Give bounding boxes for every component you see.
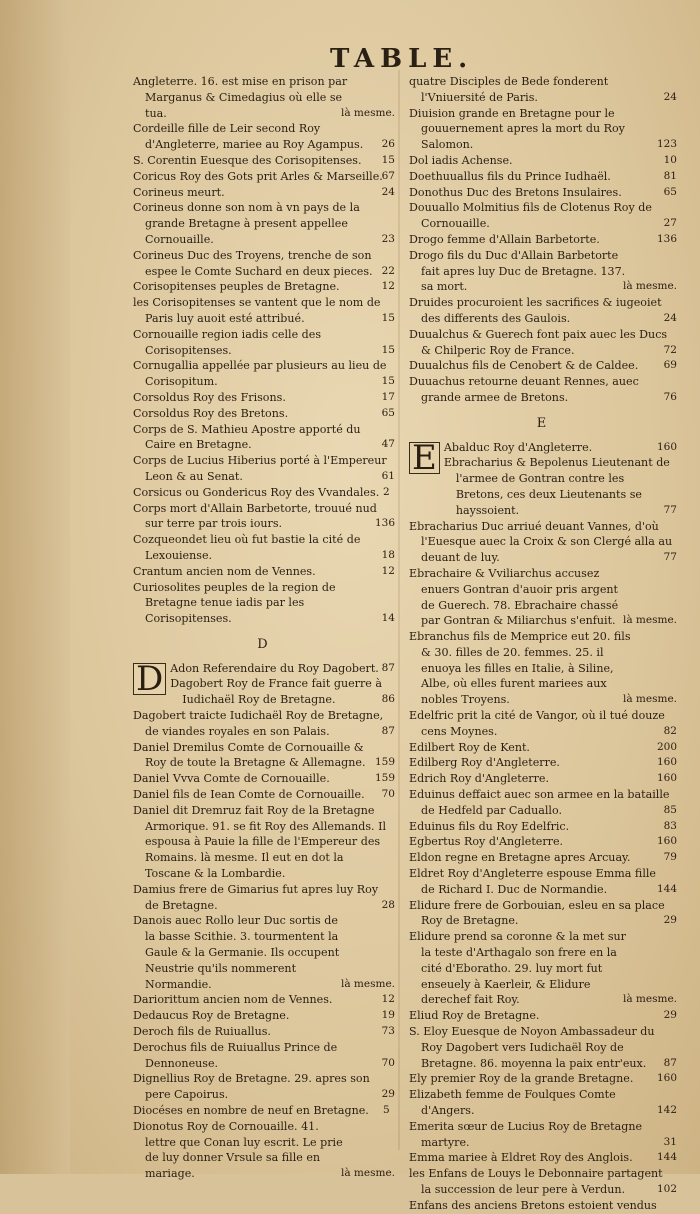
index-entry	[133, 390, 395, 406]
index-entry	[409, 1071, 677, 1087]
running-head-title: TABLE.	[330, 44, 474, 74]
entry-text: Diuision grande en Bretagne pour le gouuernement apres la mort du Roy Salomon.	[409, 106, 625, 152]
entry-text: Ebranchus fils de Memprice eut 20. fils & 30. filles de 20. femmes. 25. il enuoya les filles en Italie, à Siline, Albe, où elles furent mariees aux nobles Troyens.	[409, 630, 631, 707]
index-entry	[409, 771, 677, 787]
index-entry	[409, 74, 677, 106]
entry-page-ref: 12	[381, 280, 395, 293]
entry-page-ref: 67	[381, 169, 395, 182]
left-column	[133, 74, 395, 1182]
section-letter-d: D	[257, 636, 271, 652]
entry-page-ref: 26	[381, 138, 395, 151]
entry-page-ref: 81	[663, 169, 677, 182]
entry-text: Daniel dit Dremruz fait Roy de la Bretagne Armorique. 91. se fit Roy des Allemands. Il espousa à Pauie la fille de l'Empereur des Romains. là mesme. Il eut en dot la Toscane & la Lombardie.	[133, 803, 387, 881]
index-entry	[409, 200, 677, 232]
entry-text: Elizabeth femme de Foulques Comte d'Angers.	[409, 1088, 616, 1117]
entry-text: Ebracharius & Bepolenus Lieutenant de l'armee de Gontran contre les Bretons, ces deux Lieutenants se hayssoient.	[443, 456, 670, 517]
index-entry	[133, 74, 395, 121]
index-entry	[133, 248, 395, 280]
index-entry	[133, 153, 395, 169]
index-entry	[409, 169, 677, 185]
entry-text: Eliud Roy de Bretagne.	[409, 1009, 540, 1023]
entry-text: Egbertus Roy d'Angleterre.	[409, 835, 564, 849]
index-entry	[409, 708, 677, 740]
entry-text: Edelfric prit la cité de Vangor, où il tué douze cens Moynes.	[409, 709, 665, 738]
entry-page-ref: 73	[381, 1025, 395, 1038]
entry-text: Corsicus ou Gondericus Roy des Vvandales.	[133, 485, 380, 499]
entry-text: Edrich Roy d'Angleterre.	[409, 772, 550, 786]
entry-text: Cornugallia appellée par plusieurs au lieu de Corisopitum.	[133, 359, 387, 389]
entry-text: Cordeille fille de Leir second Roy d'Angleterre, mariee au Roy Agampus.	[133, 122, 364, 152]
entry-text: Ely premier Roy de la grande Bretagne.	[409, 1072, 634, 1086]
entry-text: Daniel Vvva Comte de Cornouaille.	[133, 772, 330, 786]
entry-page-ref: 10	[663, 153, 677, 166]
entry-page-ref: là mesme.	[622, 280, 677, 293]
index-entry	[133, 406, 395, 422]
entry-page-ref: 29	[663, 914, 677, 927]
index-entry	[409, 327, 677, 359]
index-entry	[133, 740, 395, 772]
entry-text: Adon Referendaire du Roy Dagobert.	[170, 661, 379, 675]
entry-page-ref: 31	[663, 1135, 677, 1148]
entry-text: Dariorittum ancien nom de Vennes.	[133, 993, 333, 1007]
index-entry	[409, 1008, 677, 1024]
index-entry	[409, 106, 677, 153]
entry-page-ref: 160	[656, 772, 677, 785]
entry-page-ref: 144	[656, 1151, 677, 1164]
entry-page-ref: 47	[381, 438, 395, 451]
index-entry	[409, 929, 677, 1008]
entry-page-ref: 15	[381, 375, 395, 388]
entry-text: Elidure frere de Gorbouian, esleu en sa place Roy de Bretagne.	[409, 898, 665, 928]
index-entry	[409, 519, 677, 566]
entry-page-ref: 136	[374, 517, 395, 530]
index-entry	[170, 676, 395, 708]
page-gutter-shadow	[0, 0, 70, 1174]
entry-text: Dagobert traicte Iudichaël Roy de Bretagne, de viandes royales en son Palais.	[133, 709, 384, 738]
index-entry	[409, 898, 677, 930]
entry-text: Ebracharius Duc arriué deuant Vannes, d'où l'Euesque auec la Croix & son Clergé alla au deuant de luy.	[409, 519, 673, 565]
entry-page-ref: 15	[381, 311, 395, 324]
entry-page-ref: 144	[656, 882, 677, 895]
entry-page-ref: 159	[374, 756, 395, 769]
entry-page-ref: 2	[383, 485, 390, 498]
entry-page-ref: 85	[663, 803, 677, 816]
index-entry	[133, 327, 395, 359]
index-entry	[409, 1024, 677, 1071]
entry-text: Drogo femme d'Allain Barbetorte.	[409, 232, 600, 246]
index-entry	[133, 358, 395, 390]
entry-text: Enfans des anciens Bretons estoient vendus	[409, 1198, 657, 1212]
entry-text: Duualchus fils de Cenobert & de Caldee.	[409, 359, 639, 373]
entry-text: Angleterre. 16. est mise en prison par Marganus & Cimedagius où elle se tua.	[133, 75, 348, 120]
index-entry	[409, 153, 677, 169]
index-entry	[133, 771, 395, 787]
entry-text: Derochus fils de Ruiuallus Prince de Dennoneuse.	[133, 1040, 338, 1070]
index-entry	[133, 803, 395, 882]
entry-text: S. Corentin Euesque des Corisopitenses.	[133, 153, 362, 167]
index-entry	[409, 358, 677, 374]
entry-page-ref: 87	[381, 724, 395, 737]
entry-page-ref: 12	[381, 564, 395, 577]
entry-page-ref: 160	[656, 756, 677, 769]
entry-page-ref: 69	[663, 359, 677, 372]
index-entry	[133, 564, 395, 580]
entry-text: Eduinus fils du Roy Edelfric.	[409, 819, 570, 833]
entry-page-ref: 82	[663, 724, 677, 737]
index-entry	[133, 787, 395, 803]
entry-page-ref: 123	[656, 138, 677, 151]
section-letter-e: E	[536, 415, 550, 431]
index-entry	[133, 1024, 395, 1040]
index-entry	[133, 708, 395, 740]
entry-page-ref: 23	[381, 232, 395, 245]
right-entries-e	[409, 437, 677, 1214]
index-entry	[409, 1087, 677, 1119]
index-entry	[133, 1103, 395, 1119]
index-entry	[409, 566, 677, 629]
entry-text: Elidure prend sa coronne & la met sur la teste d'Arthagalo son frere en la cité d'Eboratho. 29. luy mort fut enseuely à Kaerleir, & Elidure derechef fait Roy.	[409, 930, 626, 1007]
entry-page-ref: là mesme.	[340, 1167, 395, 1180]
index-entry	[409, 248, 677, 295]
index-entry	[409, 374, 677, 406]
entry-text: Corineus Duc des Troyens, trenche de son espee le Comte Suchard en deux pieces.	[133, 248, 373, 278]
entry-text: Corineus meurt.	[133, 185, 225, 199]
entry-page-ref: là mesme.	[622, 693, 677, 706]
entry-text: Doethuuallus fils du Prince Iudhaël.	[409, 169, 611, 183]
index-entry	[133, 279, 395, 295]
entry-page-ref: 15	[381, 153, 395, 166]
entry-text: Deroch fils de Ruiuallus.	[133, 1025, 271, 1039]
index-entry	[133, 453, 395, 485]
entry-text: les Enfans de Louys le Debonnaire partagent la succession de leur pere à Verdun.	[409, 1167, 663, 1196]
entry-page-ref: 24	[381, 185, 395, 198]
index-entry	[133, 1119, 395, 1182]
entry-page-ref: 136	[656, 232, 677, 245]
entry-text: Coricus Roy des Gots prit Arles & Marseille.	[133, 169, 383, 183]
index-entry	[409, 232, 677, 248]
entry-page-ref: 19	[381, 1009, 395, 1022]
index-entry	[409, 1198, 677, 1214]
index-entry	[133, 422, 395, 454]
index-entry	[409, 185, 677, 201]
entry-page-ref: 18	[381, 548, 395, 561]
index-entry	[409, 1166, 677, 1198]
index-entry	[409, 295, 677, 327]
entry-page-ref: 77	[663, 551, 677, 564]
index-entry	[133, 295, 395, 327]
entry-page-ref: là mesme.	[622, 993, 677, 1006]
entry-text: Eldret Roy d'Angleterre espouse Emma fille de Richard I. Duc de Normandie.	[409, 867, 656, 896]
entry-page-ref: 70	[381, 788, 395, 801]
entry-page-ref: 15	[381, 343, 395, 356]
left-entries-c	[133, 74, 395, 627]
index-entry	[409, 866, 677, 898]
entry-page-ref: 61	[381, 469, 395, 482]
entry-text: Crantum ancien nom de Vennes.	[133, 564, 316, 578]
entry-page-ref: 17	[381, 390, 395, 403]
entry-page-ref: 160	[656, 1072, 677, 1085]
entry-page-ref: 28	[381, 898, 395, 911]
entry-text: les Corisopitenses se vantent que le nom de Paris luy auoit esté attribué.	[133, 296, 381, 325]
entry-page-ref: 77	[663, 503, 677, 516]
index-entry	[133, 882, 395, 914]
entry-text: Druides procuroient les sacrifices & iugeoiet des differents des Gaulois.	[409, 296, 662, 325]
left-entries-d	[133, 658, 395, 1182]
entry-text: Douuallo Molmitius fils de Clotenus Roy de Cornouaille.	[409, 201, 652, 231]
entry-page-ref: là mesme.	[622, 614, 677, 627]
entry-page-ref: 87	[663, 1056, 677, 1069]
entry-page-ref: 76	[663, 390, 677, 403]
entry-page-ref: 87	[381, 661, 395, 674]
entry-text: Donothus Duc des Bretons Insulaires.	[409, 185, 622, 199]
entry-page-ref: 159	[374, 772, 395, 785]
entry-page-ref: 22	[381, 264, 395, 277]
index-entry	[133, 200, 395, 247]
index-entry	[409, 819, 677, 835]
entry-text: Dagobert Roy de France fait guerre à Iudichaël Roy de Bretagne.	[170, 677, 382, 707]
entry-text: Corineus donne son nom à vn pays de la grande Bretagne à present appellee Cornouaille.	[133, 201, 360, 246]
entry-text: Emma mariee à Eldret Roy des Anglois.	[409, 1151, 633, 1165]
entry-text: Daniel fils de Iean Comte de Cornouaille.	[133, 788, 365, 802]
index-entry	[133, 580, 395, 627]
index-entry	[409, 740, 677, 756]
column-divider	[398, 70, 400, 1150]
entry-text: Curiosolites peuples de la region de Bretagne tenue iadis par les Corisopitenses.	[133, 580, 336, 626]
entry-page-ref: 86	[381, 693, 395, 706]
entry-text: Corisopitenses peuples de Bretagne.	[133, 280, 340, 294]
index-entry	[409, 629, 677, 708]
index-entry	[133, 1071, 395, 1103]
index-entry	[133, 185, 395, 201]
entry-text: Emerita sœur de Lucius Roy de Bretagne martyre.	[409, 1119, 643, 1149]
entry-page-ref: là mesme.	[340, 977, 395, 990]
entry-page-ref: 70	[381, 1056, 395, 1069]
entry-text: Corsoldus Roy des Frisons.	[133, 390, 286, 404]
dropcap-e: E	[409, 442, 440, 474]
entry-page-ref: 65	[663, 185, 677, 198]
entry-text: Abalduc Roy d'Angleterre.	[443, 440, 593, 454]
entry-page-ref: 160	[656, 835, 677, 848]
right-column	[409, 74, 677, 1214]
entry-text: Edilberg Roy d'Angleterre.	[409, 756, 560, 770]
index-entry	[133, 532, 395, 564]
index-entry	[133, 501, 395, 533]
index-entry	[133, 992, 395, 1008]
entry-page-ref: 12	[381, 993, 395, 1006]
index-entry	[444, 455, 677, 518]
entry-page-ref: 24	[663, 311, 677, 324]
entry-page-ref: 14	[381, 612, 395, 625]
index-entry	[409, 755, 677, 771]
right-entries-d	[409, 74, 677, 406]
entry-text: Diocéses en nombre de neuf en Bretagne.	[133, 1104, 369, 1117]
entry-page-ref: 102	[656, 1182, 677, 1195]
index-entry	[409, 850, 677, 866]
entry-page-ref: 5	[383, 1104, 390, 1116]
entry-text: Cozqueondet lieu où fut bastie la cité de Lexouiense.	[133, 533, 361, 562]
index-entry	[444, 440, 677, 456]
index-entry	[133, 1040, 395, 1072]
entry-text: Daniel Dremilus Comte de Cornouaille & Roy de toute la Bretagne & Allemagne.	[133, 740, 366, 770]
entry-text: Danois auec Rollo leur Duc sortis de la basse Scithie. 3. tourmentent la Gaule & la Germanie. Ils occupent Neustrie qu'ils nommerent Normandie.	[133, 914, 340, 991]
entry-page-ref: 200	[656, 740, 677, 753]
index-entry	[133, 913, 395, 992]
entry-page-ref: 142	[656, 1104, 677, 1116]
entry-text: Ebrachaire & Vviliarchus accusez enuers Gontran d'auoir pris argent de Guerech. 78. Ebrachaire chassé par Gontran & Miliarchus s'enfuit.	[409, 566, 619, 628]
index-entry	[133, 485, 395, 501]
entry-text: Dignellius Roy de Bretagne. 29. apres son pere Capoirus.	[133, 1072, 370, 1102]
entry-page-ref: 24	[663, 90, 677, 103]
entry-page-ref: 79	[663, 851, 677, 864]
entry-text: Corps de S. Mathieu Apostre apporté du Caire en Bretagne.	[133, 422, 361, 452]
index-entry	[133, 169, 395, 185]
entry-text: Corsoldus Roy des Bretons.	[133, 406, 289, 420]
entry-page-ref: 29	[381, 1088, 395, 1101]
entry-text: Edilbert Roy de Kent.	[409, 740, 530, 754]
entry-text: S. Eloy Euesque de Noyon Ambassadeur du Roy Dagobert vers Iudichaël Roy de Bretagne. 86. moyenna la paix entr'eux.	[409, 1025, 655, 1070]
index-entry	[409, 834, 677, 850]
entry-page-ref: 160	[656, 440, 677, 453]
entry-page-ref: 72	[663, 343, 677, 356]
index-entry	[133, 1008, 395, 1024]
entry-text: Eduinus deffaict auec son armee en la bataille de Hedfeld par Caduallo.	[409, 788, 670, 817]
entry-text: Damius frere de Gimarius fut apres luy Roy de Bretagne.	[133, 882, 379, 912]
index-entry	[409, 1150, 677, 1166]
entry-page-ref: 83	[663, 819, 677, 832]
entry-text: Dedaucus Roy de Bretagne.	[133, 1009, 290, 1023]
entry-text: quatre Disciples de Bede fonderent l'Vniuersité de Paris.	[409, 75, 609, 104]
entry-page-ref: 65	[381, 406, 395, 419]
index-entry	[170, 661, 395, 677]
entry-text: Dionotus Roy de Cornouaille. 41. lettre que Conan luy escrit. Le prie de luy donner Vrsule sa fille en mariage.	[133, 1119, 343, 1181]
entry-page-ref: 29	[663, 1009, 677, 1022]
dropcap-d: D	[133, 663, 166, 695]
entry-text: Cornouaille region iadis celle des Corisopitenses.	[133, 327, 322, 357]
entry-page-ref: 27	[663, 217, 677, 230]
index-entry	[409, 1119, 677, 1151]
entry-text: Duualchus & Guerech font paix auec les Ducs & Chilperic Roy de France.	[409, 327, 668, 357]
entry-text: Eldon regne en Bretagne apres Arcuay.	[409, 851, 631, 865]
entry-text: Duuachus retourne deuant Rennes, auec grande armee de Bretons.	[409, 375, 639, 404]
entry-text: Corps mort d'Allain Barbetorte, trouué nud sur terre par trois iours.	[133, 501, 377, 531]
index-entry	[409, 787, 677, 819]
index-entry	[133, 121, 395, 153]
entry-text: Drogo fils du Duc d'Allain Barbetorte fait apres luy Duc de Bretagne. 137. sa mort.	[409, 248, 626, 294]
entry-text: Corps de Lucius Hiberius porté à l'Empereur Leon & au Senat.	[133, 454, 387, 483]
entry-page-ref: là mesme.	[340, 106, 395, 119]
entry-text: Dol iadis Achense.	[409, 153, 513, 167]
